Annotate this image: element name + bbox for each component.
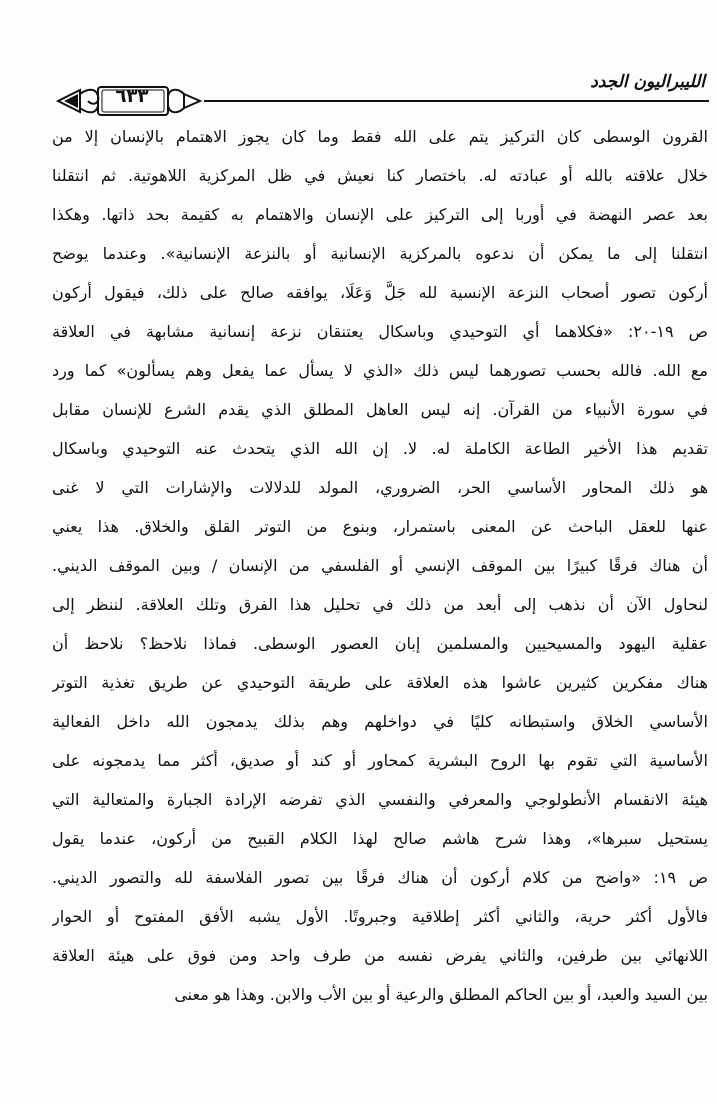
text-line: عنها للعقل الباحث عن المعنى باستمرار، وبنوع من التوتر القلق والخلاق. هذا يعني: [52, 517, 708, 536]
text-line: أركون تصور أصحاب النزعة الإنسية لله جَلَّ وَعَلَا، يوافقه صالح على ذلك، فيقول أركون: [52, 283, 708, 302]
text-line: في سورة الأنبياء من القرآن. إنه ليس العاهل المطلق الذي يقدم الشرع للإنسان مقابل: [52, 400, 708, 419]
text-line: لنحاول الآن أن نذهب إلى أبعد من ذلك في تحليل هذا الفرق وتلك العلاقة. لننظر إلى: [52, 595, 708, 614]
text-line: اللانهائي بين طرفين، والثاني يفرض نفسه من طرف واحد ومن فوق على هيئة العلاقة: [52, 946, 708, 965]
text-line: انتقلنا إلى ما يمكن أن ندعوه بالمركزية الإنسانية أو بالنزعة الإنسانية». وعندما يوضح: [52, 244, 708, 263]
text-line: بعد عصر النهضة في أوربا إلى التركيز على الإنسان والاهتمام به كقيمة بحد ذاتها. وهكذا: [52, 205, 708, 224]
text-line: أن هناك فرقًا كبيرًا بين الموقف الإنسي أو الفلسفي من الإنسان / وبين الموقف الديني.: [52, 556, 708, 575]
running-title: الليبراليون الجدد: [590, 72, 705, 92]
text-line: بين السيد والعبد، أو بين الحاكم المطلق والرعية أو بين الأب والابن. وهذا هو معنى: [174, 985, 708, 1004]
page-header: [54, 70, 709, 118]
header-rule: [204, 100, 709, 102]
text-line: عقلية اليهود والمسيحيين والمسلمين إبان العصور الوسطى. فماذا نلاحظ؟ نلاحظ أن: [52, 634, 708, 653]
text-line: خلال علاقته بالله أو عبادته له. باختصار كنا نعيش في ظل المركزية اللاهوتية. ثم انتقلنا: [52, 166, 708, 185]
body-text: [52, 117, 708, 1014]
page-number: ٦٣٣: [115, 86, 149, 107]
text-line: هو ذلك المحاور الأساسي الحر، الضروري، المولد للدلالات والإشارات التي لا غنى: [52, 478, 708, 497]
text-line: الأساسية التي تقوم بها الروح البشرية كمحاور أو كند أو صديق، أكثر مما يدمجونه على: [52, 751, 708, 770]
text-line: تقديم هذا الأخير الطاعة الكاملة له. لا. إن الله الذي يتحدث عنه التوحيدي وباسكال: [52, 439, 708, 458]
text-line: مع الله. فالله بحسب تصورهما ليس ذلك «الذي لا يسأل عما يفعل وهم يسألون» كما ورد: [52, 361, 708, 380]
text-line: فالأول أكثر حرية، والثاني أكثر إطلاقية وجبروتًا. الأول يشبه الأفق المفتوح أو الحوار: [52, 907, 708, 926]
text-line: ص ١٩: «واضح من كلام أركون أن هناك فرقًا بين تصور الفلاسفة لله والتصور الديني.: [52, 868, 708, 887]
text-line: الأساسي الخلاق واستبطانه كليًا في دواخلهم وهم بذلك يدمجون الله داخل الفعالية: [52, 712, 708, 731]
text-line: يستحيل سبرها»، وهذا شرح هاشم صالح لهذا الكلام القبيح من أركون، عندما يقول: [52, 829, 708, 848]
text-line: هيئة الانقسام الأنطولوجي والمعرفي والنفسي الذي تفرضه الإرادة الجبارة والمتعالية التي: [52, 790, 708, 809]
text-line: القرون الوسطى كان التركيز يتم على الله فقط وما كان يجوز الاهتمام بالإنسان إلا من: [52, 127, 708, 146]
text-line: ص ١٩-٢٠: «فكلاهما أي التوحيدي وباسكال يعتنقان نزعة إنسانية مشابهة في العلاقة: [52, 322, 708, 341]
text-line: هناك مفكرين كثيرين عاشوا هذه العلاقة على طريقة التوحيدي عن طريق تغذية التوتر: [52, 673, 708, 692]
